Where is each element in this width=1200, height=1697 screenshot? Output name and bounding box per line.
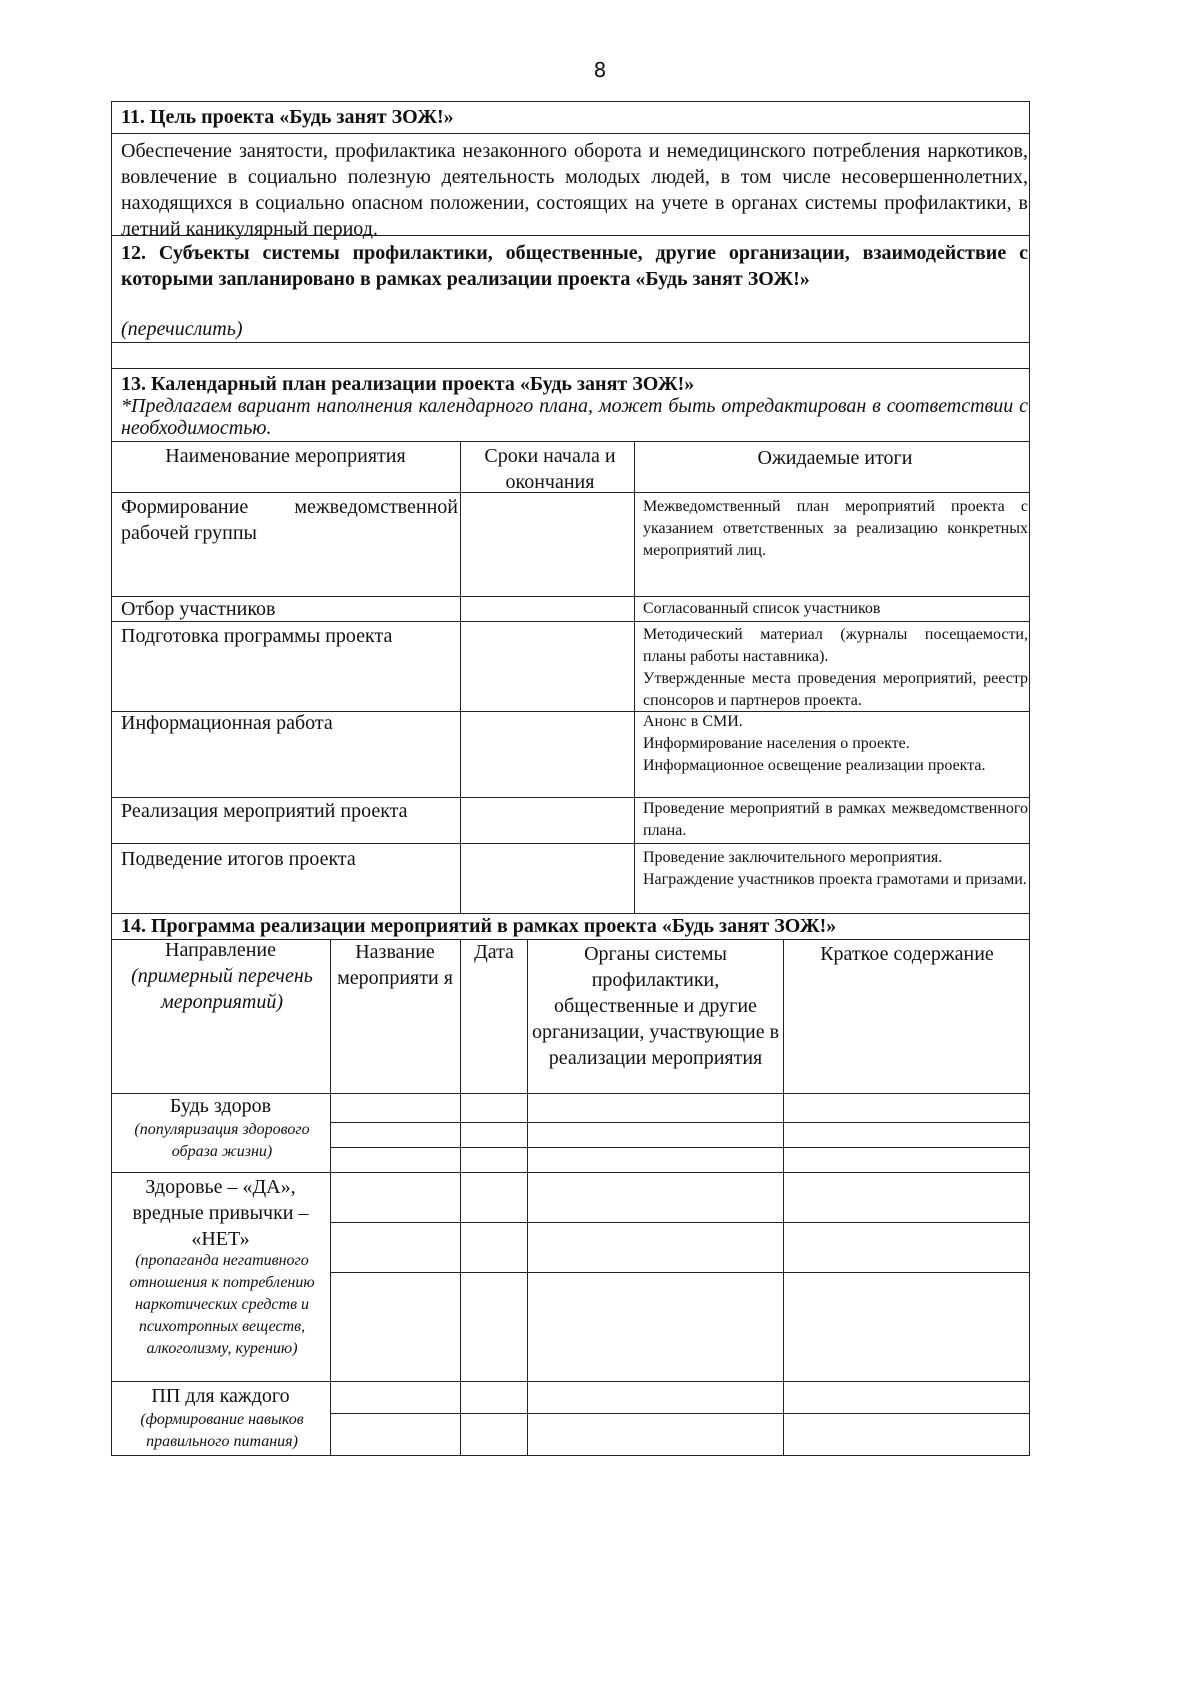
s13-row-name: Реализация мероприятий проекта	[121, 800, 408, 822]
s14-subrow-line	[330, 1147, 1030, 1148]
s14-col-header-summary: Краткое содержание	[820, 943, 994, 965]
s13-row-result: Награждение участников проекта грамотами и призами.	[643, 871, 1027, 888]
s13-row-result: Проведение заключительного мероприятия.	[643, 849, 943, 866]
s14-col-divider-4	[783, 939, 784, 1456]
section-13-heading: 13. Календарный план реализации проекта «Будь занят ЗОЖ!»	[121, 373, 695, 395]
s14-col-divider-3	[527, 939, 528, 1456]
section-11-heading: 11. Цель проекта «Будь занят ЗОЖ!»	[121, 106, 454, 128]
s14-group-note: (формирование навыков правильного питания)	[140, 1411, 304, 1450]
s14-col-header-direction-note: (примерный перечень мероприятий)	[131, 965, 313, 1013]
s13-col-header-dates: Сроки начала и окончания	[484, 445, 616, 493]
section-14-heading: 14. Программа реализации мероприятий в рамках проекта «Будь занят ЗОЖ!»	[121, 915, 837, 937]
s13-row-result: Утвержденные места проведения мероприятий, реестр спонсоров и партнеров проекта.	[643, 670, 1028, 709]
s14-group-title: Будь здоров	[169, 1095, 272, 1117]
s13-row-result: Анонс в СМИ.	[643, 713, 743, 730]
s14-subrow-line	[330, 1272, 1030, 1273]
s14-group-note: (популяризация здорового образа жизни)	[134, 1121, 310, 1160]
s14-col-header-organizations: Органы системы профилактики, общественные и другие организации, участвующие в реализации мероприятия	[531, 943, 780, 1069]
s14-col-divider-2	[460, 939, 461, 1456]
section-12-heading: 12. Субъекты системы профилактики, общественные, другие организации, взаимодействие с которыми запланировано в рамках реализации проекта «Будь занят ЗОЖ!»	[121, 242, 1028, 290]
s14-subrow-line	[330, 1222, 1030, 1223]
s13-row-result: Информационное освещение реализации проекта.	[643, 757, 986, 774]
s13-row-name: Формирование межведомственной рабочей группы	[121, 496, 458, 544]
s13-table-top	[111, 441, 1030, 442]
s14-group-note: (пропаганда негативного отношения к потреблению наркотических средств и психотропных веществ, алкоголизму, курению)	[129, 1252, 315, 1357]
s14-subrow-line	[330, 1413, 1030, 1414]
s13-row-result: Методический материал (журналы посещаемости, планы работы наставника).	[643, 626, 1028, 665]
s14-col-header-direction: Направление	[165, 939, 276, 961]
s13-row-result: Информирование населения о проекте.	[643, 735, 910, 752]
s13-row-result: Межведомственный план мероприятий проекта с указанием ответственных за реализацию конкретных мероприятий лиц.	[643, 498, 1028, 559]
s14-col-header-date: Дата	[474, 941, 514, 963]
s13-col-header-results: Ожидаемые итоги	[757, 447, 913, 469]
section-12-divider	[111, 342, 1030, 343]
s13-row-name: Подготовка программы проекта	[121, 625, 393, 647]
s13-row-result: Согласованный список участников	[643, 600, 881, 617]
section-12-note: (перечислить)	[121, 318, 243, 340]
section-13-note: *Предлагаем вариант наполнения календарного плана, может быть отредактирован в соответствии с необходимостью.	[121, 395, 1028, 439]
s14-group-title: Здоровье – «ДА», вредные привычки – «НЕТ»	[132, 1176, 309, 1250]
s14-subrow-line	[330, 1122, 1030, 1123]
s13-row-result: Проведение мероприятий в рамках межведомственного плана.	[643, 800, 1028, 839]
s14-group-line	[111, 1381, 1030, 1382]
page-number: 8	[593, 58, 607, 82]
s13-row-name: Информационная работа	[121, 712, 333, 734]
s14-col-divider-1	[330, 939, 331, 1456]
s13-row-name: Отбор участников	[121, 598, 276, 620]
s13-col-header-name: Наименование мероприятия	[165, 445, 406, 467]
section-11-body: Обеспечение занятости, профилактика незаконного оборота и немедицинского потребления наркотиков, вовлечение в социально полезную деятельность молодых людей, в том числе несовершеннолетних, находящихся в социально опасном положении, состоящих на учете в органах системы профилактики, в летний каникулярный период.	[121, 140, 1028, 240]
s13-row-name: Подведение итогов проекта	[121, 848, 356, 870]
s14-group-title: ПП для каждого	[151, 1385, 290, 1407]
s14-group-line	[111, 1172, 1030, 1173]
s14-col-header-event-name: Название мероприяти я	[337, 941, 453, 989]
section-11-divider	[111, 133, 1030, 134]
s13-row-line	[111, 843, 1030, 844]
